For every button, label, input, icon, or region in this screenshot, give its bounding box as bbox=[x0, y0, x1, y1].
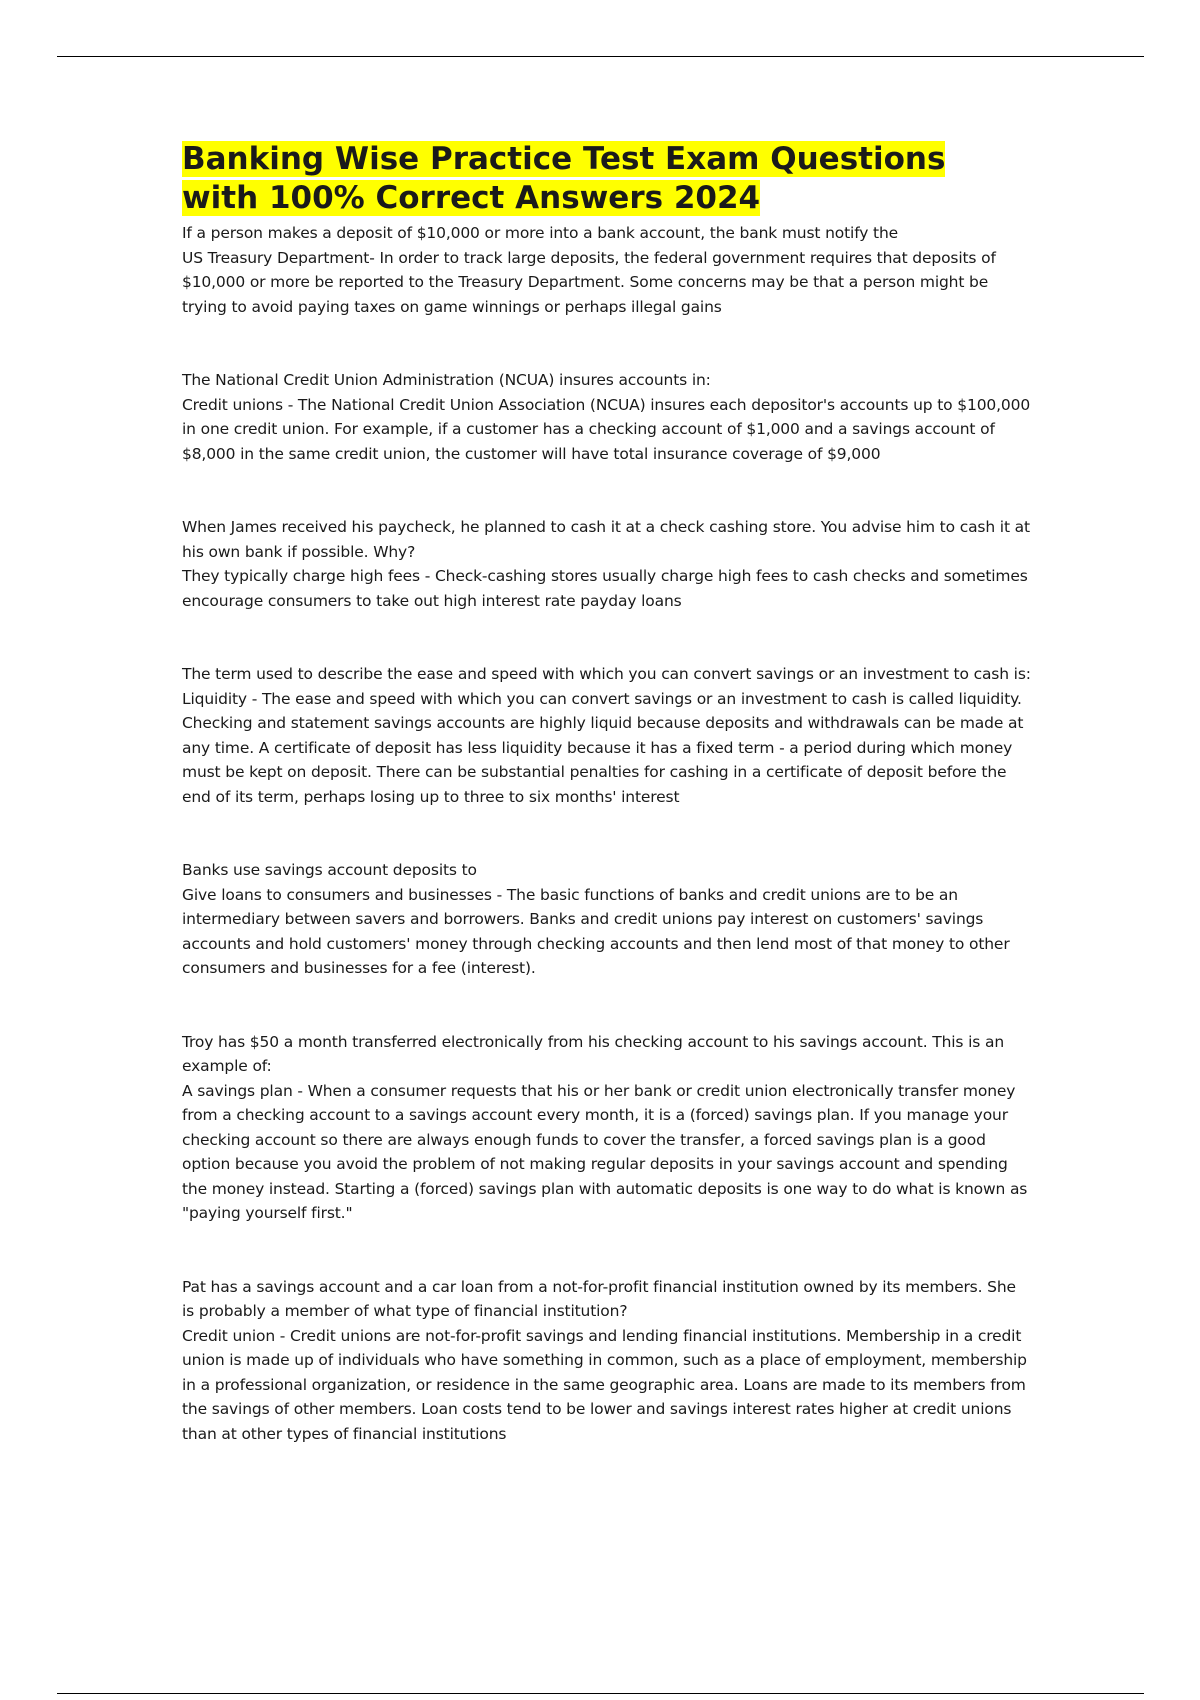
answer-text: Give loans to consumers and businesses - The basic functions of banks and credit unions are to be an intermediary between savers and borrowers. Banks and credit unions pay interest on customers' savings accounts and hold customers' money through checking accounts and then lend most of that money to other consumers and businesses for a fee (interest). bbox=[182, 885, 1010, 977]
question-text: The term used to describe the ease and speed with which you can convert savings or an investment to cash is: bbox=[182, 665, 1031, 683]
question-text: Pat has a savings account and a car loan from a not-for-profit financial institution owned by its members. She is probably a member of what type of financial institution? bbox=[182, 1277, 1016, 1320]
qa-item-5 bbox=[182, 858, 1032, 981]
document-title bbox=[182, 140, 1032, 218]
question-text: When James received his paycheck, he planned to cash it at a check cashing store. You advise him to cash it at his own bank if possible. Why? bbox=[182, 518, 1030, 561]
answer-text: Credit union - Credit unions are not-for-profit savings and lending financial institutions. Membership in a credit union is made up of individuals who have something in common, such as a place of employment, membership in a professional organization, or residence in the same geographic area. Loans are made to its members from the savings of other members. Loan costs tend to be lower and savings interest rates higher at credit unions than at other types of financial institutions bbox=[182, 1326, 1027, 1443]
answer-text: US Treasury Department- In order to track large deposits, the federal government requires that deposits of $10,000 or more be reported to the Treasury Department. Some concerns may be that a person might be trying to avoid paying taxes on game winnings or perhaps illegal gains bbox=[182, 248, 996, 316]
answer-text: Credit unions - The National Credit Union Association (NCUA) insures each depositor's accounts up to $100,000 in one credit union. For example, if a customer has a checking account of $1,000 and a savings account of $8,000 in the same credit union, the customer will have total insurance coverage of $9,000 bbox=[182, 395, 1031, 463]
qa-item-3 bbox=[182, 515, 1032, 613]
header-rule bbox=[57, 56, 1144, 57]
question-text: The National Credit Union Administration (NCUA) insures accounts in: bbox=[182, 371, 711, 389]
question-text: Banks use savings account deposits to bbox=[182, 861, 477, 879]
answer-text: They typically charge high fees - Check-cashing stores usually charge high fees to cash checks and sometimes encourage consumers to take out high interest rate payday loans bbox=[182, 567, 1028, 610]
qa-item-1 bbox=[182, 221, 1032, 319]
qa-item-4 bbox=[182, 662, 1032, 809]
footer-rule bbox=[57, 1693, 1144, 1694]
document-title-text: Banking Wise Practice Test Exam Questions with 100% Correct Answers 2024 bbox=[182, 141, 946, 216]
document-body bbox=[182, 140, 1032, 1446]
question-text: If a person makes a deposit of $10,000 or more into a bank account, the bank must notify the bbox=[182, 224, 899, 242]
qa-item-6 bbox=[182, 1030, 1032, 1226]
answer-text: Liquidity - The ease and speed with which you can convert savings or an investment to cash is called liquidity. Checking and statement savings accounts are highly liquid because deposits and withdrawals can be made at any time. A certificate of deposit has less liquidity because it has a fixed term - a period during which money must be kept on deposit. There can be substantial penalties for cashing in a certificate of deposit before the end of its term, perhaps losing up to three to six months' interest bbox=[182, 689, 1024, 806]
qa-item-7 bbox=[182, 1275, 1032, 1447]
question-text: Troy has $50 a month transferred electronically from his checking account to his savings account. This is an example of: bbox=[182, 1032, 1004, 1075]
answer-text: A savings plan - When a consumer requests that his or her bank or credit union electronically transfer money from a checking account to a savings account every month, it is a (forced) savings plan. If you manage your checking account so there are always enough funds to cover the transfer, a forced savings plan is a good option because you avoid the problem of not making regular deposits in your savings account and spending the money instead. Starting a (forced) savings plan with automatic deposits is one way to do what is known as "paying yourself first." bbox=[182, 1081, 1028, 1222]
qa-item-2 bbox=[182, 368, 1032, 466]
